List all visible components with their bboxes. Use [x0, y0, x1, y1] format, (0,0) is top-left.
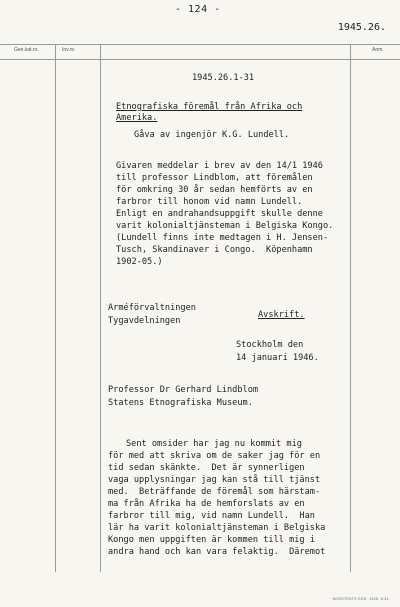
entry-note-line: 1902-05.)	[116, 257, 163, 267]
letter-sender-line: Arméförvaltningen	[108, 303, 196, 313]
column-header-inv: Inv.nr.	[62, 47, 76, 53]
printer-imprint: NORSTEDTS SÖD. 1945. 8.44.	[332, 597, 390, 601]
letter-body-line: Kongo men uppgiften är kommen till mig i	[108, 535, 315, 545]
entry-note-line: (Lundell finns inte medtagen i H. Jensen-	[116, 233, 329, 243]
letter-place-date-line: 14 januari 1946.	[236, 353, 319, 363]
entry-title-line: Amerika.	[116, 113, 158, 123]
letter-body-line: för med att skriva om de saker jag för en	[108, 451, 321, 461]
letter-place-date-line: Stockholm den	[236, 340, 304, 350]
letter-sender-line: Tygavdelningen	[108, 316, 181, 326]
entry-note-line: varit kolonialtjänsteman i Belgiska Kongo.	[116, 221, 334, 231]
letter-body-line: Sent omsider har jag nu kommit mig	[126, 439, 302, 449]
entry-note-line: Givaren meddelar i brev av den 14/1 1946	[116, 161, 323, 171]
letter-body-line: tid sedan skänkte. Det är synnerligen	[108, 463, 305, 473]
letter-body-line: farbror till mig, vid namn Lundell. Han	[108, 511, 315, 521]
letter-body-line: ma från Afrika ha de hemforslats av en	[108, 499, 305, 509]
column-divider	[100, 44, 101, 572]
entry-note-line: Tusch, Skandinaver i Congo. Köpenhamn	[116, 245, 313, 255]
column-header-gen-kat: Gen.kat.nr.	[14, 47, 39, 53]
letter-body-line: andra hand och kan vara felaktig. Däremot	[108, 547, 326, 557]
letter-recipient-line: Statens Etnografiska Museum.	[108, 398, 253, 408]
letter-body-line: med. Beträffande de föremål som härstam-	[108, 487, 321, 497]
entry-title-line: Etnografiska föremål från Afrika och	[116, 102, 303, 112]
letter-body-line: lär ha varit kolonialtjänsteman i Belgiska	[108, 523, 326, 533]
entry-number: 1945.26.1-31	[192, 73, 255, 83]
catalog-reference: 1945.26.	[337, 22, 386, 33]
column-divider	[55, 44, 56, 572]
column-divider	[350, 44, 351, 572]
entry-note-line: farbror till honom vid namn Lundell.	[116, 197, 303, 207]
entry-note-line: till professor Lindblom, att föremålen	[116, 173, 313, 183]
column-header-row	[0, 44, 400, 60]
copy-marker: Avskrift.	[258, 310, 305, 320]
entry-note-line: för omkring 30 år sedan hemförts av en	[116, 185, 313, 195]
letter-recipient-line: Professor Dr Gerhard Lindblom	[108, 385, 259, 395]
page-number: - 124 -	[175, 4, 221, 15]
column-header-anm: Anm.	[372, 47, 384, 53]
letter-body-line: vaga upplysningar jag kan stå till tjänst	[108, 475, 321, 485]
entry-note-line: Enligt en andrahandsuppgift skulle denne	[116, 209, 323, 219]
entry-gift-line: Gåva av ingenjör K.G. Lundell.	[134, 130, 290, 140]
